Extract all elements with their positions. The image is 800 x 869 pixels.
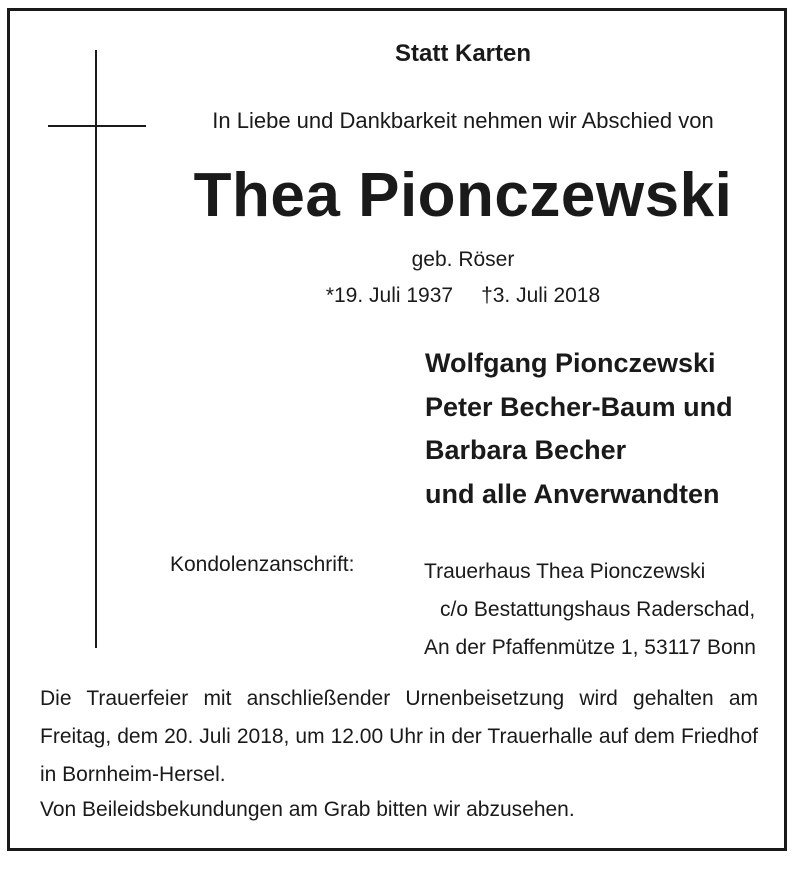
mourner-line: Peter Becher-Baum und	[425, 391, 733, 422]
condolence-line: An der Pfaffenmütze 1, 53117 Bonn	[424, 636, 756, 659]
birth-date: *19. Juli 1937	[325, 284, 454, 307]
mourner-line: und alle Anverwandten	[425, 478, 720, 509]
mourners-list	[425, 342, 733, 516]
cross-horizontal-bar	[48, 125, 146, 127]
condolence-address	[424, 553, 756, 667]
life-dates	[250, 284, 676, 308]
condolence-label: Kondolenzanschrift:	[170, 553, 355, 576]
closing-note: Von Beileidsbekundungen am Grab bitten wir abzusehen.	[40, 798, 575, 821]
deceased-name: Thea Pionczewski	[193, 161, 733, 230]
condolence-line: Trauerhaus Thea Pionczewski	[424, 560, 706, 583]
mourner-line: Wolfgang Pionczewski	[425, 348, 716, 378]
mourner-line: Barbara Becher	[425, 435, 627, 465]
intro-text: In Liebe und Dankbarkeit nehmen wir Abschied von	[212, 108, 714, 133]
notice-header: Statt Karten	[394, 40, 532, 67]
cross-vertical-bar	[95, 50, 97, 648]
condolence-line: c/o Bestattungshaus Raderschad,	[440, 598, 756, 621]
funeral-details: Die Trauerfeier mit anschließender Urnenbeisetzung wird gehalten am Freitag, dem 20. Juli 2018, um 12.00 Uhr in der Trauerhalle auf dem Friedhof in Bornheim-Hersel.	[40, 687, 758, 786]
maiden-name: geb. Röser	[411, 248, 515, 271]
death-date: †3. Juli 2018	[481, 284, 601, 307]
